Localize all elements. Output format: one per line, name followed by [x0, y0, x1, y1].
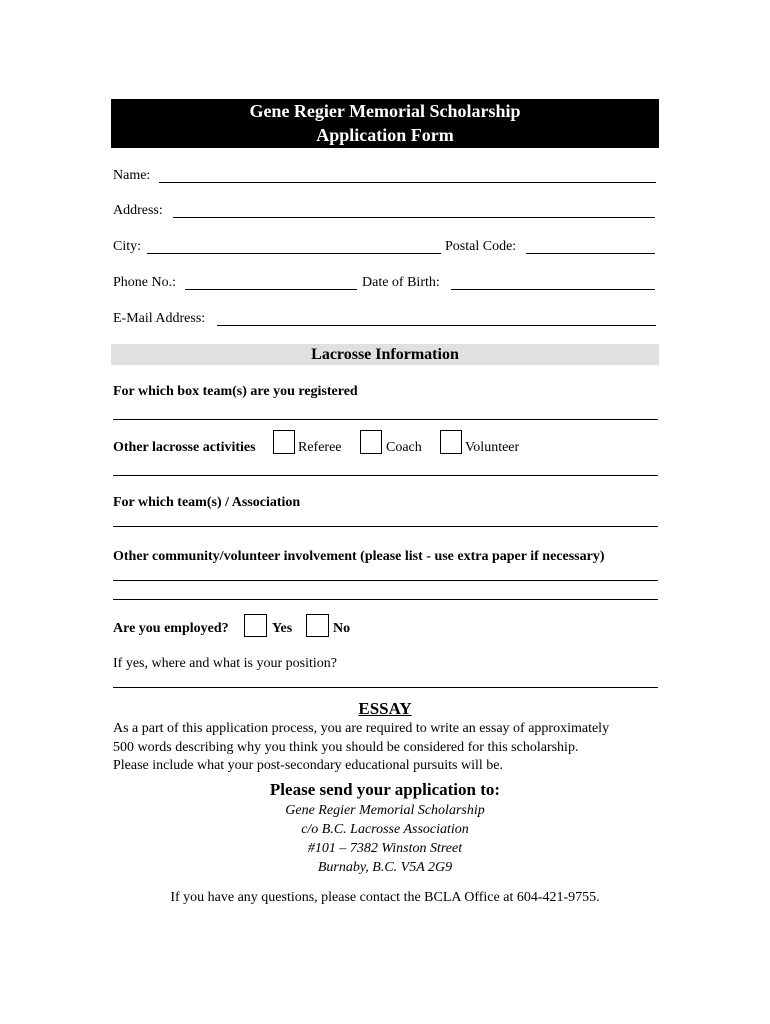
email-row — [113, 310, 658, 330]
city-row — [113, 238, 658, 258]
address-field[interactable] — [173, 202, 655, 218]
essay-title: ESSAY — [358, 699, 412, 718]
address-line-1: Gene Regier Memorial Scholarship — [285, 803, 485, 818]
phone-row — [113, 274, 658, 294]
email-field[interactable] — [217, 310, 656, 326]
postal-code-field[interactable] — [526, 238, 655, 254]
dob-label: Date of Birth: — [362, 275, 440, 290]
coach-checkbox[interactable] — [360, 430, 382, 454]
referee-label: Referee — [298, 440, 342, 455]
essay-line-3: Please include what your post-secondary educational pursuits will be. — [113, 758, 503, 773]
phone-field[interactable] — [185, 274, 357, 290]
employed-label: Are you employed? — [113, 621, 229, 636]
name-label: Name: — [113, 168, 151, 183]
community-field-line1[interactable] — [113, 580, 658, 581]
community-field-line2[interactable] — [113, 599, 658, 600]
form-title-line2: Application Form — [316, 125, 454, 145]
send-heading: Please send your application to: — [269, 780, 501, 799]
address-row — [113, 202, 658, 222]
address-line-3: #101 – 7382 Winston Street — [307, 841, 463, 856]
other-activities-label: Other lacrosse activities — [113, 440, 256, 455]
lacrosse-section-title: Lacrosse Information — [111, 344, 659, 365]
no-checkbox[interactable] — [306, 614, 329, 637]
form-title-line1: Gene Regier Memorial Scholarship — [249, 101, 521, 121]
city-field[interactable] — [147, 238, 441, 254]
contact-note: If you have any questions, please contact the BCLA Office at 604-421-9755. — [170, 890, 600, 905]
other-activities-row — [113, 439, 658, 463]
yes-checkbox[interactable] — [244, 614, 267, 637]
address-label: Address: — [113, 203, 163, 218]
phone-label: Phone No.: — [113, 275, 176, 290]
referee-checkbox[interactable] — [273, 430, 295, 454]
address-line-4: Burnaby, B.C. V5A 2G9 — [317, 860, 453, 875]
teams-association-label: For which team(s) / Association — [113, 495, 301, 510]
other-activities-field[interactable] — [113, 475, 658, 476]
name-row — [113, 167, 658, 187]
position-field[interactable] — [113, 687, 658, 688]
coach-label: Coach — [386, 440, 422, 455]
name-field[interactable] — [159, 167, 656, 183]
mailing-address — [0, 801, 770, 877]
box-team-label: For which box team(s) are you registered — [113, 384, 358, 399]
position-label: If yes, where and what is your position? — [113, 656, 337, 671]
volunteer-label: Volunteer — [465, 440, 520, 455]
postal-code-label: Postal Code: — [445, 239, 517, 254]
volunteer-checkbox[interactable] — [440, 430, 462, 454]
yes-label: Yes — [272, 621, 293, 636]
teams-association-field[interactable] — [113, 526, 658, 527]
dob-field[interactable] — [451, 274, 655, 290]
employed-row — [113, 620, 658, 644]
essay-line-2: 500 words describing why you think you should be considered for this scholarship. — [113, 739, 579, 755]
essay-line-1: As a part of this application process, you are required to write an essay of approximately — [113, 721, 610, 736]
no-label: No — [333, 621, 351, 636]
email-label: E-Mail Address: — [113, 311, 206, 326]
form-title-banner — [111, 99, 659, 148]
community-label: Other community/volunteer involvement (please list - use extra paper if necessary) — [113, 549, 605, 564]
address-line-2: c/o B.C. Lacrosse Association — [301, 822, 469, 837]
city-label: City: — [113, 239, 142, 254]
essay-instructions — [113, 720, 609, 776]
box-team-field[interactable] — [113, 419, 658, 420]
